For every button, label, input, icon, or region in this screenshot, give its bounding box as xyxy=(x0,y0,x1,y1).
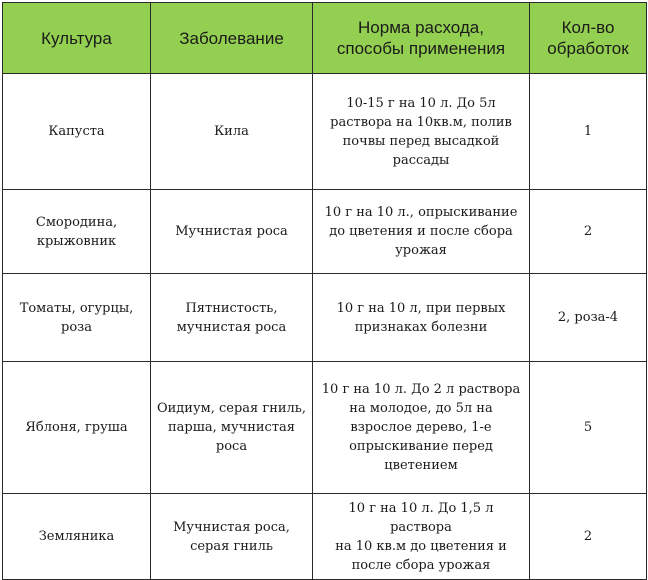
cell-disease: Пятнистость, мучнистая роса xyxy=(151,274,313,362)
cell-disease: Оидиум, серая гниль, парша, мучнистая роса xyxy=(151,362,313,494)
header-dosage: Норма расхода, способы применения xyxy=(313,3,530,74)
table-row xyxy=(3,494,647,580)
table-row xyxy=(3,74,647,190)
cell-count: 1 xyxy=(530,74,647,190)
header-disease: Заболевание xyxy=(151,3,313,74)
table-row xyxy=(3,274,647,362)
cell-count: 2 xyxy=(530,190,647,274)
cell-dosage: 10 г на 10 л., опрыскивание до цветения и после сбора урожая xyxy=(313,190,530,274)
table-row xyxy=(3,190,647,274)
cell-disease: Мучнистая роса, серая гниль xyxy=(151,494,313,580)
cell-count: 5 xyxy=(530,362,647,494)
cell-crop: Яблоня, груша xyxy=(3,362,151,494)
header-count: Кол-во обработок xyxy=(530,3,647,74)
table-header-row xyxy=(3,3,647,74)
cell-crop: Смородина, крыжовник xyxy=(3,190,151,274)
cell-crop: Томаты, огурцы, роза xyxy=(3,274,151,362)
cell-count: 2 xyxy=(530,494,647,580)
cell-disease: Кила xyxy=(151,74,313,190)
header-crop: Культура xyxy=(3,3,151,74)
treatment-table xyxy=(2,2,647,580)
treatment-table-sheet xyxy=(2,2,646,574)
cell-crop: Капуста xyxy=(3,74,151,190)
table-row xyxy=(3,362,647,494)
cell-dosage: 10-15 г на 10 л. До 5л раствора на 10кв.м, полив почвы перед высадкой рассады xyxy=(313,74,530,190)
cell-count: 2, роза-4 xyxy=(530,274,647,362)
cell-dosage: 10 г на 10 л. До 2 л раствора на молодое, до 5л на взрослое дерево, 1-е опрыскивание перед цветением xyxy=(313,362,530,494)
cell-disease: Мучнистая роса xyxy=(151,190,313,274)
cell-dosage: 10 г на 10 л. До 1,5 л раствора на 10 кв.м до цветения и после сбора урожая xyxy=(313,494,530,580)
cell-crop: Земляника xyxy=(3,494,151,580)
cell-dosage: 10 г на 10 л, при первых признаках болезни xyxy=(313,274,530,362)
